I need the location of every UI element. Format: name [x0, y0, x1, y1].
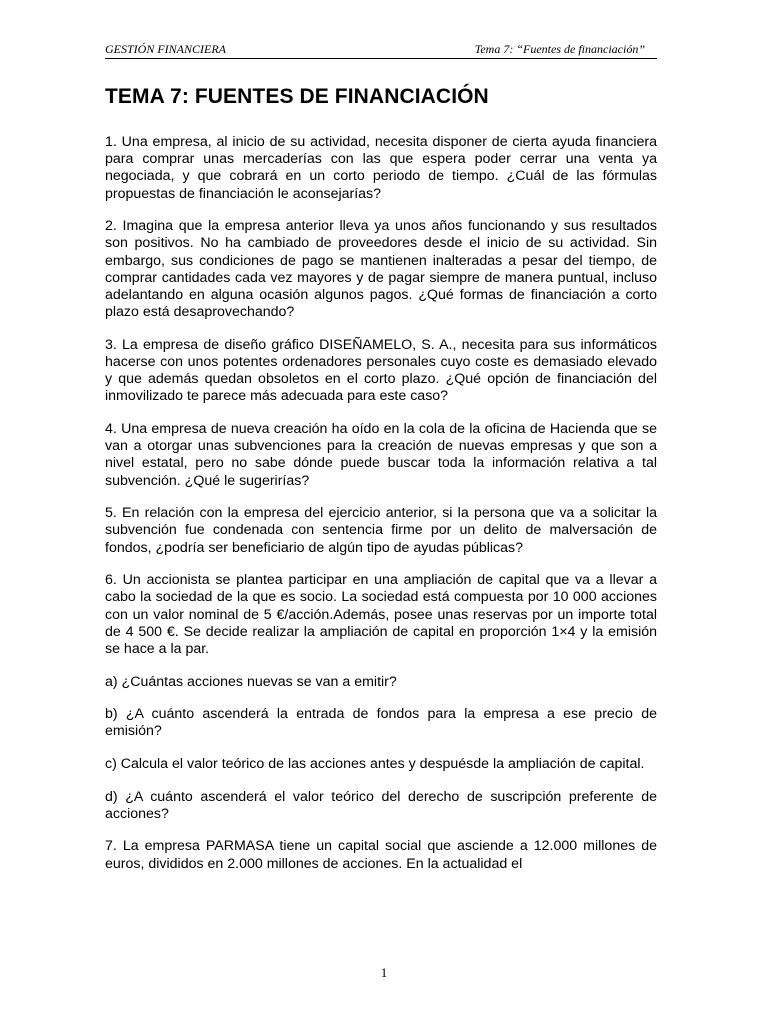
paragraph-5: 5. En relación con la empresa del ejercicio anterior, si la persona que va a solicitar la subvención fue condenada con sentencia firme por un delito de malversación de fondos, ¿podría ser beneficiario de algún tipo de ayudas públicas? — [105, 505, 657, 556]
paragraph-6b: b) ¿A cuánto ascenderá la entrada de fondos para la empresa a ese precio de emisión? — [105, 706, 657, 740]
paragraph-6c: c) Calcula el valor teórico de las acciones antes y despuésde la ampliación de capital. — [105, 756, 645, 773]
document-body — [105, 134, 657, 888]
page-title: TEMA 7: FUENTES DE FINANCIACIÓN — [105, 85, 489, 108]
paragraph-6: 6. Un accionista se plantea participar en una ampliación de capital que va a llevar a cabo la sociedad de la que es socio. La sociedad está compuesta por 10 000 acciones con un valor nominal de 5 €/acción.Además, posee unas reservas por un importe total de 4 500 €. Se decide realizar la ampliación de capital en proporción 1×4 y la emisión se hace a la par. — [105, 572, 657, 658]
paragraph-6a: a) ¿Cuántas acciones nuevas se van a emitir? — [105, 673, 397, 690]
header-right: Tema 7: “Fuentes de financiación” — [474, 42, 645, 56]
paragraph-4: 4. Una empresa de nueva creación ha oído en la cola de la oficina de Hacienda que se van a otorgar unas subvenciones para la creación de nuevas empresas y que son a nivel estatal, pero no sabe dónde puede buscar toda la información relativa a tal subvención. ¿Qué le sugerirías? — [105, 421, 657, 489]
page-header — [105, 42, 657, 59]
header-left: GESTIÓN FINANCIERA — [105, 42, 226, 56]
paragraph-3: 3. La empresa de diseño gráfico DISEÑAMELO, S. A., necesita para sus informáticos hacerse con unos potentes ordenadores personales cuyo coste es demasiado elevado y que además quedan obsoletos en el corto plazo. ¿Qué opción de financiación del inmovilizado te parece más adecuada para este caso? — [105, 336, 657, 405]
paragraph-6d: d) ¿A cuánto ascenderá el valor teórico del derecho de suscripción preferente de acciones? — [105, 788, 657, 822]
page-number: 1 — [380, 965, 388, 980]
paragraph-1: 1. Una empresa, al inicio de su actividad, necesita disponer de cierta ayuda financiera para comprar unas mercaderías con las que espera poder cerrar una venta ya negociada, y que cobrará en un corto periodo de tiempo. ¿Cuál de las fórmulas propuestas de financiación le aconsejarías? — [105, 134, 657, 202]
paragraph-2: 2. Imagina que la empresa anterior lleva ya unos años funcionando y sus resultados son positivos. No ha cambiado de proveedores desde el inicio de su actividad. Sin embargo, sus condiciones de pago se mantienen inalteradas a pesar del tiempo, de comprar cantidades cada vez mayores y de pagar siempre de manera puntual, incluso adelantando en alguna ocasión algunos pagos. ¿Qué formas de financiación a corto plazo está desaprovechando? — [105, 218, 657, 321]
paragraph-7: 7. La empresa PARMASA tiene un capital social que asciende a 12.000 millones de euros, divididos en 2.000 millones de acciones. En la actualidad el — [105, 838, 657, 872]
